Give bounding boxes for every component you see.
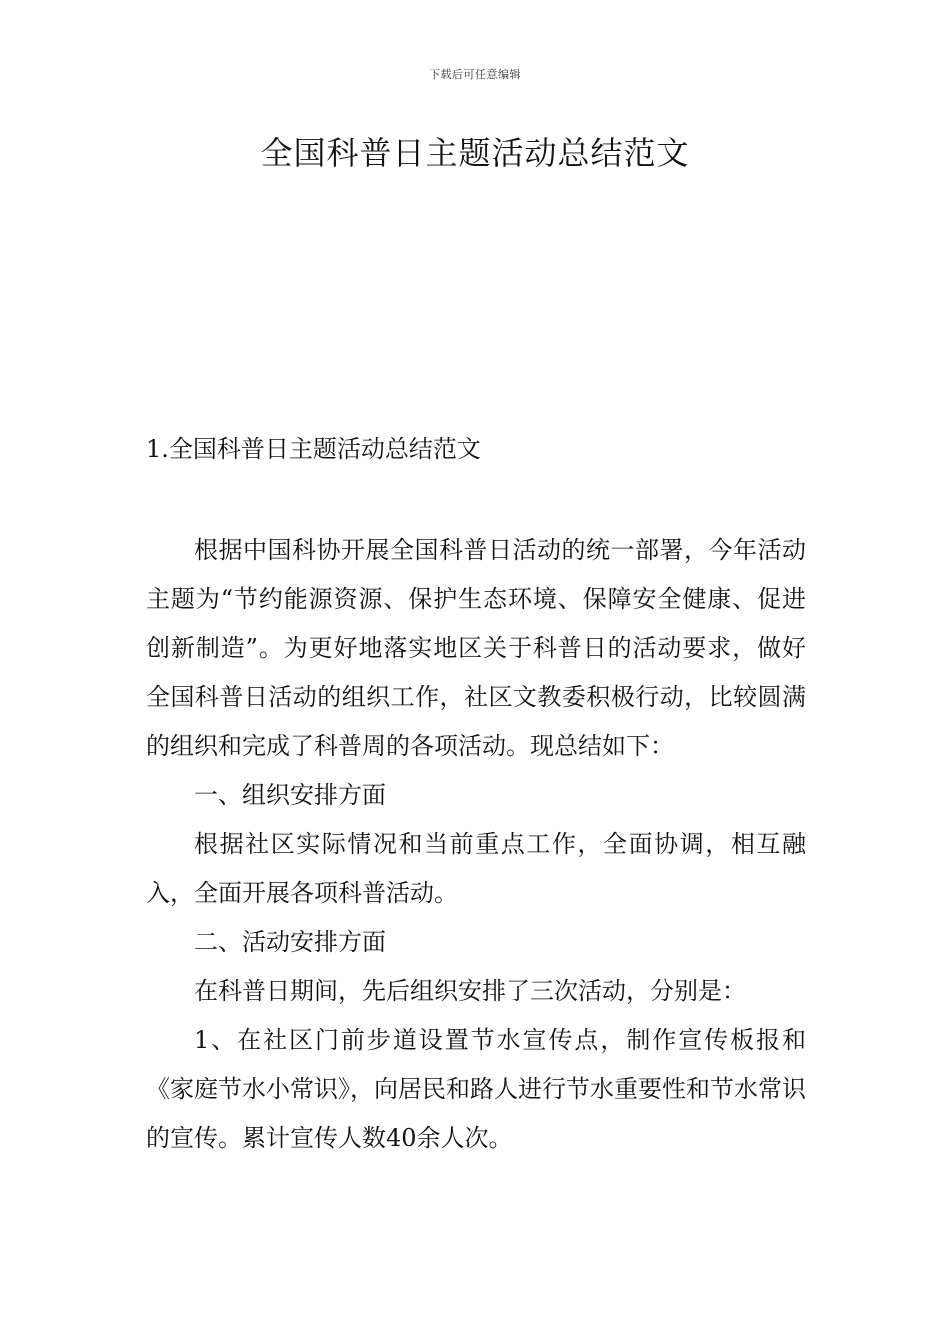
paragraph-activities-intro: 在科普日期间，先后组织安排了三次活动，分别是： xyxy=(194,977,746,1005)
document-body xyxy=(146,526,806,1163)
paragraph-activity-1: 1、在社区门前步道设置节水宣传点，制作宣传板报和《家庭节水小常识》，向居民和路人进行节水重要性和节水常识的宣传。累计宣传人数40余人次。 xyxy=(146,1026,806,1152)
document-title: 全国科普日主题活动总结范文 xyxy=(260,134,690,172)
paragraph-heading-organization: 一、组织安排方面 xyxy=(194,781,386,809)
paragraph-intro: 根据中国科协开展全国科普日活动的统一部署，今年活动主题为“节约能源资源、保护生态环境、保障安全健康、促进创新制造”。为更好地落实地区关于科普日的活动要求，做好全国科普日活动的组织工作，社区文教委积极行动，比较圆满的组织和完成了科普周的各项活动。现总结如下： xyxy=(146,536,806,760)
section-heading: 1.全国科普日主题活动总结范文 xyxy=(146,435,481,463)
paragraph-organization: 根据社区实际情况和当前重点工作，全面协调，相互融入，全面开展各项科普活动。 xyxy=(146,830,806,907)
header-note: 下载后可任意编辑 xyxy=(429,68,521,81)
paragraph-heading-activities: 二、活动安排方面 xyxy=(194,928,386,956)
